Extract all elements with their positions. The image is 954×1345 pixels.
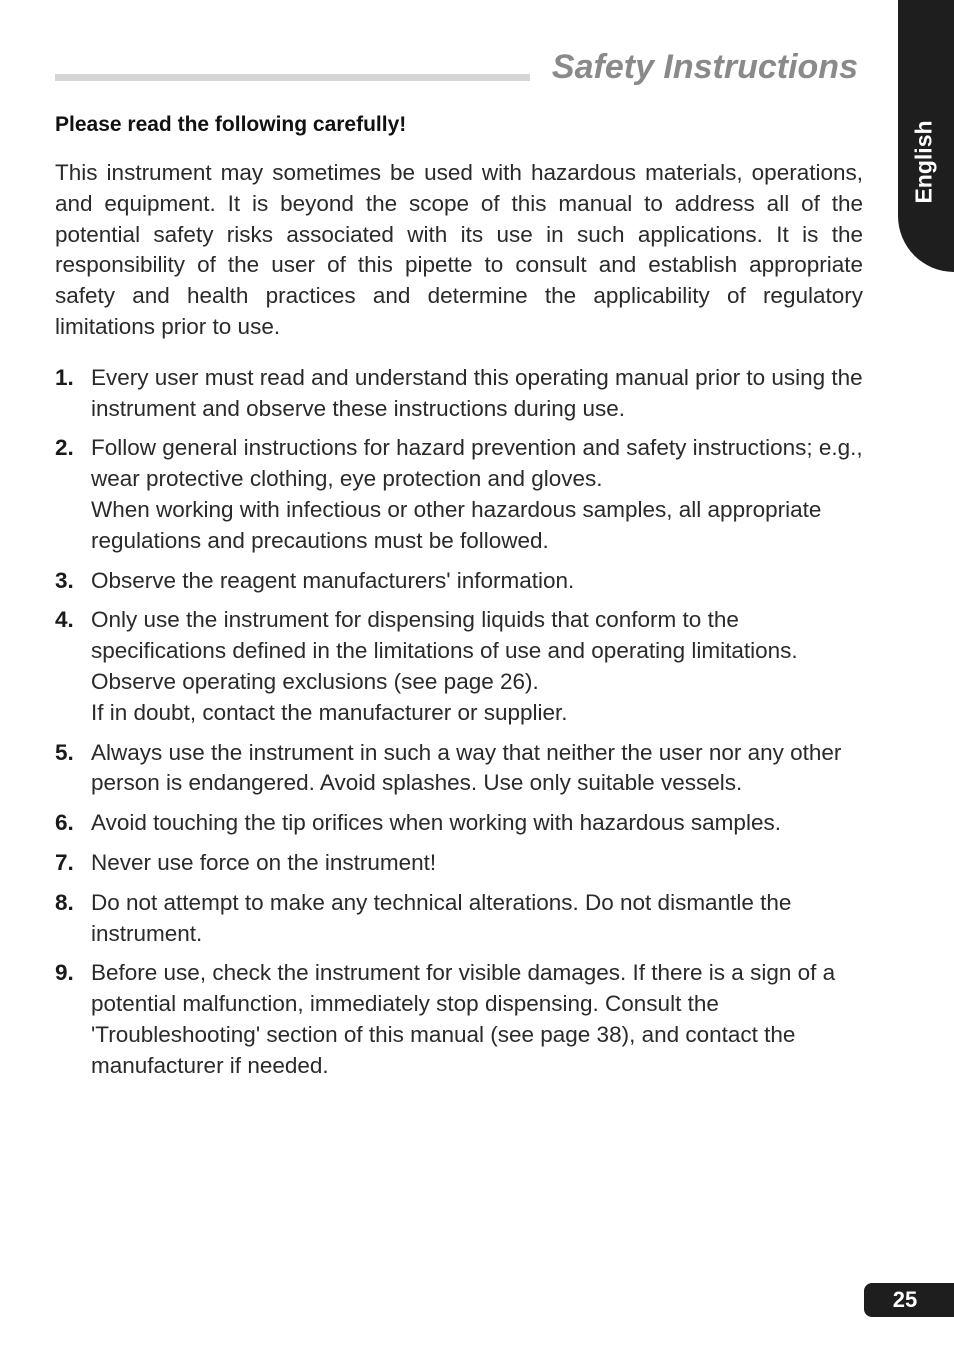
subheading: Please read the following carefully! xyxy=(55,113,407,136)
item-number: 6. xyxy=(55,810,74,836)
item-text: Before use, check the instrument for visible damages. If there is a sign of a potential malfunction, immediately stop dispensing. Consult the 'Troubleshooting' section of this manual (see page 38), and contact the manufacturer if needed. xyxy=(91,960,836,1078)
item-text: Do not attempt to make any technical alterations. Do not dismantle the instrument. xyxy=(91,889,792,946)
instruction-item-1 xyxy=(55,363,863,425)
item-body xyxy=(91,605,863,728)
item-body xyxy=(91,738,863,800)
item-text: Only use the instrument for dispensing liquids that conform to the specifications defined in the limitations of use and operating limitations. Observe operating exclusions (see page 26). xyxy=(91,607,798,694)
instruction-item-9 xyxy=(55,958,863,1081)
item-text: Observe the reagent manufacturers' information. xyxy=(91,567,575,593)
instruction-item-5 xyxy=(55,738,863,800)
item-text: Always use the instrument in such a way that neither the user nor any other person is endangered. Avoid splashes. Use only suitable vessels. xyxy=(91,739,842,796)
instruction-item-2 xyxy=(55,433,863,556)
instruction-item-3 xyxy=(55,566,863,597)
intro-paragraph: This instrument may sometimes be used with hazardous materials, operations, and equipment. It is beyond the scope of this manual to address all of the potential safety risks associated with its use in such applications. It is the responsibility of the user of this pipette to consult and establish appropriate safety and health practices and determine the applicability of regulatory limitations prior to use. xyxy=(55,160,863,339)
content xyxy=(55,110,863,1091)
item-number: 8. xyxy=(55,889,74,915)
item-body xyxy=(91,808,863,839)
page-number: 25 xyxy=(892,1287,918,1312)
item-text: When working with infectious or other hazardous samples, all appropriate regulations and precautions must be followed. xyxy=(91,496,822,553)
item-body xyxy=(91,433,863,556)
item-number: 3. xyxy=(55,567,74,593)
item-body xyxy=(91,848,863,879)
item-number: 4. xyxy=(55,607,74,633)
item-body xyxy=(91,566,863,597)
item-text: Never use force on the instrument! xyxy=(91,849,437,875)
item-number: 7. xyxy=(55,849,74,875)
header-rule xyxy=(55,74,530,81)
instruction-item-6 xyxy=(55,808,863,839)
instruction-item-7 xyxy=(55,848,863,879)
item-number: 2. xyxy=(55,435,74,461)
item-body xyxy=(91,888,863,950)
page-title: Safety Instructions xyxy=(551,48,858,86)
item-body xyxy=(91,958,863,1081)
item-text: Every user must read and understand this operating manual prior to using the instrument and observe these instructions during use. xyxy=(91,364,863,421)
item-number: 5. xyxy=(55,739,74,765)
item-text: Avoid touching the tip orifices when working with hazardous samples. xyxy=(91,810,781,836)
item-number: 1. xyxy=(55,364,74,390)
item-text: If in doubt, contact the manufacturer or supplier. xyxy=(91,699,568,725)
language-tab-label: English xyxy=(910,120,937,204)
item-text: Follow general instructions for hazard prevention and safety instructions; e.g., wear protective clothing, eye protection and gloves. xyxy=(91,435,863,492)
item-body xyxy=(91,363,863,425)
item-number: 9. xyxy=(55,960,74,986)
instruction-item-8 xyxy=(55,888,863,950)
instruction-list xyxy=(55,363,863,1082)
instruction-item-4 xyxy=(55,605,863,728)
